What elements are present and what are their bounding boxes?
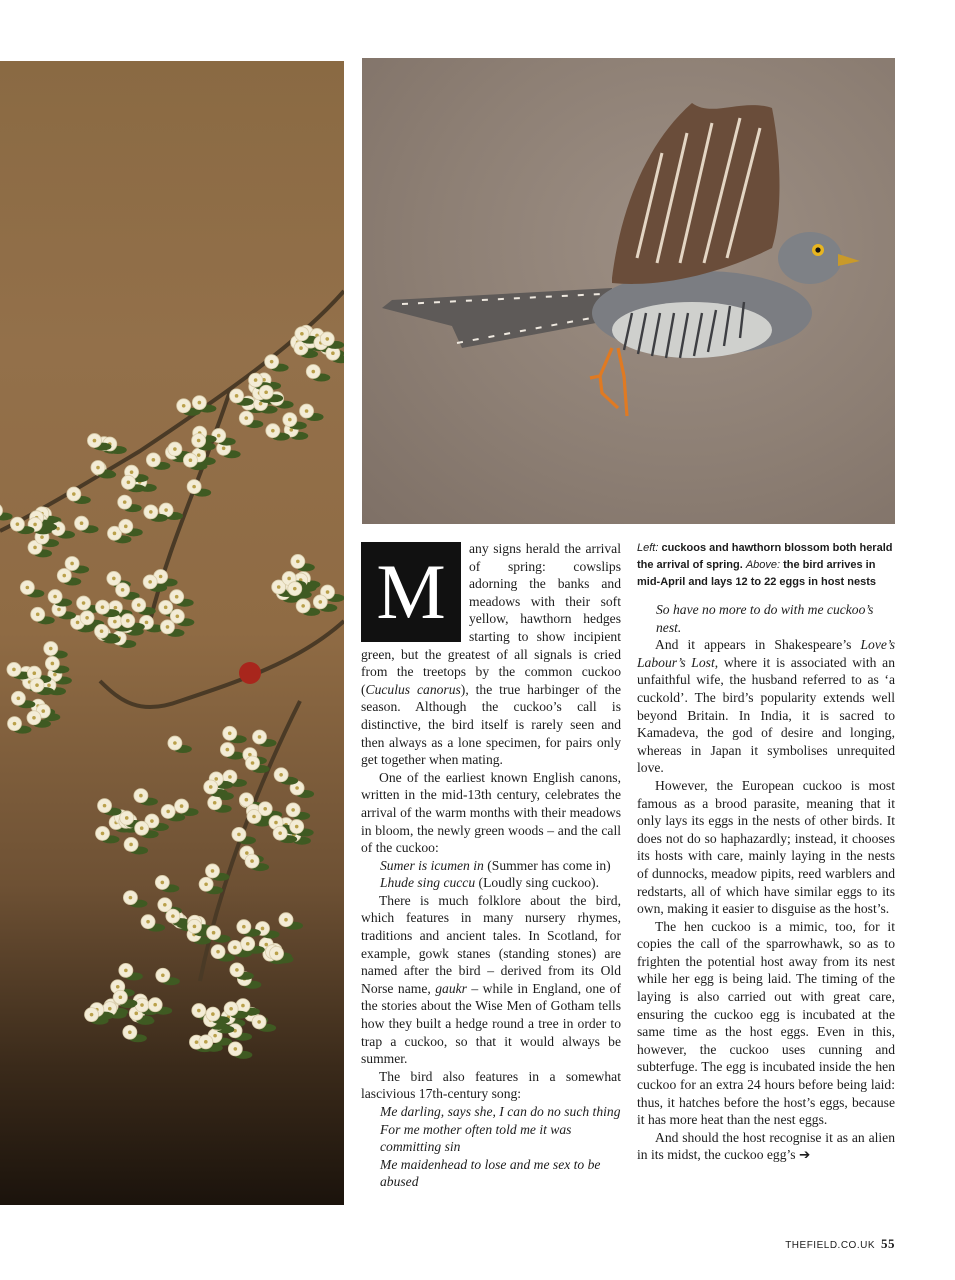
blossom-center (62, 574, 66, 578)
blossom-center (301, 604, 305, 608)
blossom-center (189, 458, 193, 462)
blossom-center (123, 500, 127, 504)
blossom-center (82, 601, 86, 605)
blossom-center (149, 510, 153, 514)
blossom-center (261, 927, 265, 931)
blossom-center (152, 458, 156, 462)
blossom-center (197, 453, 201, 457)
blossom-center (213, 1034, 217, 1038)
blossom-center (176, 614, 180, 618)
song-line: Me darling, says she, I can do no such thing (380, 1104, 621, 1119)
blossom-center (193, 925, 197, 929)
song-line: For me mother often told me it was committing sin (380, 1121, 572, 1155)
blossom-center (161, 881, 165, 885)
left-photo-hawthorn (0, 61, 344, 1205)
blossom-center (296, 560, 300, 564)
blossom-center (182, 404, 186, 408)
blossom-center (228, 775, 232, 779)
blossom-center (211, 1012, 215, 1016)
blossom-center (80, 521, 84, 525)
blossom-center (216, 950, 220, 954)
paragraph: There is much folklore about the bird, which features in many nursery rhymes, traditions and ancient tales. In Scotland, for example, gowk stanes (standing stones) are named after the bird – derived from its Old Norse name, gaukr – while in England, one of the stories about the Wise Men of Gotham tells how they built a hedge round a tree in order to trap a cuckoo, so that it would always be summer. (361, 892, 621, 1067)
blossom-center (51, 662, 55, 666)
hawthorn-blossom-illustration (0, 61, 344, 1205)
blossom-center (198, 401, 202, 405)
blossom-center (209, 785, 213, 789)
blossom-center (153, 1003, 157, 1007)
blossom-center (299, 346, 303, 350)
blossom-center (140, 826, 144, 830)
blossom-center (125, 816, 129, 820)
blossom-center (129, 843, 133, 847)
blossom-center (300, 332, 304, 336)
blossom-center (70, 562, 74, 566)
blossom-center (127, 480, 131, 484)
blossom-center (113, 532, 117, 536)
blossom-center (251, 761, 255, 765)
blossom-center (237, 833, 241, 837)
paragraph: One of the earliest known English canons, written in the mid-13th century, celebrates the arrival of the warm months with their meadows in bloom, the newly green woods – and the call of the cuckoo: (361, 769, 621, 856)
blossom-center (116, 985, 120, 989)
blossom-center (166, 810, 170, 814)
verse-line: Lhude sing cuccu (Loudly sing cuckoo). (380, 875, 599, 891)
blossom-center (254, 378, 258, 382)
blossom-center (150, 819, 154, 823)
blossom-center (12, 668, 16, 672)
blossom-center (35, 683, 39, 687)
paragraph: The bird also features in a somewhat lascivious 17th-century song: (361, 1068, 621, 1102)
blossom-center (173, 447, 177, 451)
blossom-center (40, 535, 44, 539)
blossom-center (264, 943, 268, 947)
paragraph-intro: M any signs herald the arrival of spring: cowslips adorning the banks and meadows with their soft yellow, hawthorn hedges starting to show incipient green, but the greatest of all signals is cried from the treetops by the common cuckoo (Cuculus canorus), the true harbinger of the season. Although the cuckoo’s call is distinctive, the bird itself is rarely seen and then always as a lone specimen, for pairs only get together when mating. (361, 541, 621, 768)
blossom-center (124, 525, 128, 529)
blossom-center (57, 608, 61, 612)
blossom-center (164, 508, 168, 512)
blossom-center (325, 337, 329, 341)
blossom-center (258, 735, 262, 739)
blossom-center (217, 434, 221, 438)
blossom-center (213, 801, 217, 805)
blossom-center (252, 815, 256, 819)
blossom-center (163, 903, 167, 907)
blossom-center (197, 439, 201, 443)
blossom-center (53, 595, 57, 599)
blossom-center (129, 896, 133, 900)
blossom-center (33, 546, 37, 550)
blossom-center (134, 1012, 138, 1016)
blossom-center (166, 625, 170, 629)
blossom-center (277, 585, 281, 589)
blossom-center (197, 1009, 201, 1013)
article-column-1 (361, 540, 621, 1191)
blossom-center (108, 1007, 112, 1011)
blossom-center (222, 446, 226, 450)
blossom-center (101, 832, 105, 836)
blossom-center (16, 522, 20, 526)
blossom-center (85, 616, 89, 620)
blossom-center (319, 600, 323, 604)
blossom-center (311, 370, 315, 374)
blossom-center (274, 821, 278, 825)
blossom-center (287, 577, 291, 581)
blossom-center (41, 709, 45, 713)
blossom-center (246, 942, 250, 946)
blossom-center (53, 673, 57, 677)
blossom-center (275, 952, 279, 956)
blossom-center (161, 973, 165, 977)
drop-cap: M (361, 542, 461, 642)
blossom-center (103, 804, 107, 808)
blossom-center (90, 1013, 94, 1017)
blossom-center (173, 741, 177, 745)
blossom-center (214, 777, 218, 781)
blossom-center (331, 351, 335, 355)
blossom-center (140, 1003, 144, 1007)
blossom-center (228, 732, 232, 736)
blossom-center (124, 969, 128, 973)
site-url: THEFIELD.CO.UK (785, 1240, 875, 1251)
blossom-center (119, 995, 123, 999)
blossom-center (32, 716, 36, 720)
blossom-center (171, 914, 175, 918)
cuckoo-illustration (362, 58, 895, 524)
article-column-2 (637, 540, 895, 1164)
blossom-center (101, 605, 105, 609)
blossom-center (235, 968, 239, 972)
blossom-center (76, 621, 80, 625)
blossom-center (264, 390, 268, 394)
blossom-center (36, 613, 40, 617)
verse-line: Sumer is icumen in (Summer has come in) (380, 857, 611, 873)
blossom-center (128, 1030, 132, 1034)
blossom-center (126, 619, 130, 623)
blossom-center (250, 859, 254, 863)
blossom-center (212, 931, 216, 935)
blossom-center (137, 603, 141, 607)
blossom-center (180, 804, 184, 808)
blossom-center (72, 492, 76, 496)
paragraph: The hen cuckoo is a mimic, too, for it copies the call of the sparrowhawk, so as to frighten the potential host away from its nest while her egg is being laid. The timing of the laying is also carried out with great care, ensuring the cuckoo egg is incubated at the same time as the host eggs. Even in this, however, the cuckoo uses cunning and subterfuge. The egg is incubated inside the hen cuckoo for an extra 24 hours before being laid: thus, it hatches before the host’s eggs, because it has more heat than the nest eggs. (637, 918, 895, 1128)
blossom-center (100, 629, 104, 633)
blossom-center (13, 722, 17, 726)
blossom-center (295, 825, 299, 829)
photo-caption: Left: cuckoos and hawthorn blossom both herald the arrival of spring. Above: the bird arrives in mid-April and lays 12 to 22 eggs in host nests (637, 542, 893, 588)
blossom-center (93, 439, 97, 443)
blossom-center (257, 1020, 261, 1024)
blossom-center (245, 851, 249, 855)
blossom-center (211, 869, 215, 873)
blossom-center (293, 587, 297, 591)
blossom-center (145, 621, 149, 625)
blossom-center (245, 798, 249, 802)
blossom-center (114, 606, 118, 610)
blossom-center (47, 683, 51, 687)
paragraph: However, the European cuckoo is most famous as a brood parasite, meaning that it only lays its eggs in the nests of other birds. It does not do so haphazardly; instead, it chooses its hosts with care, mainly laying in the nests of dunnocks, meadow pipits, reed warblers and redstarts, all of which have similar eggs to its own, making it easier to disguise as the host’s. (637, 777, 895, 917)
blossom-center (278, 831, 282, 835)
blossom-center (226, 748, 230, 752)
blossom-center (26, 586, 30, 590)
blossom-center (242, 925, 246, 929)
blossom-center (204, 882, 208, 886)
blossom-center (263, 807, 267, 811)
blossom-center (96, 466, 100, 470)
blossom-center (146, 920, 150, 924)
page-footer (785, 1236, 895, 1252)
blossom-center (33, 671, 37, 675)
blossom-center (17, 697, 21, 701)
paragraph: And should the host recognise it as an alien in its midst, the cuckoo egg’s ➔ (637, 1129, 895, 1163)
blossom-center (112, 577, 116, 581)
blossom-center (195, 1040, 199, 1044)
blossom-center (175, 595, 179, 599)
blossom-center (139, 794, 143, 798)
blossom-center (130, 470, 134, 474)
blossom-center (159, 575, 163, 579)
blossom-center (295, 786, 299, 790)
blossom-center (259, 402, 263, 406)
blossom-center (148, 580, 152, 584)
blossom-center (270, 360, 274, 364)
blossom-center (284, 918, 288, 922)
song-line: Me maidenhead to lose and me sex to be abused (380, 1156, 601, 1190)
blossom-center (271, 429, 275, 433)
blossom-center (326, 590, 330, 594)
blossom-center (33, 523, 37, 527)
blossom-center (234, 1047, 238, 1051)
blossom-center (49, 647, 53, 651)
blossom-center (305, 409, 309, 413)
blossom-center (229, 1007, 233, 1011)
blossom-center (235, 394, 239, 398)
page-number: 55 (881, 1236, 895, 1251)
paragraph: And it appears in Shakespeare’s Love’s Labour’s Lost, where it is associated with an unfaithful wife, the husband referred to as ‘a cuckold’. The bird’s popularity extends well beyond Britain. In India, it is sacred to Kamadeva, the god of desire and longing, whereas in Japan it symbolises unrequited love. (637, 637, 895, 776)
blossom-center (244, 416, 248, 420)
blossom-center (164, 606, 168, 610)
top-photo-cuckoo (362, 58, 895, 524)
song-line: So have no more to do with me cuckoo’s nest. (656, 602, 874, 635)
blossom-center (291, 808, 295, 812)
blossom-center (233, 946, 237, 950)
blossom-center (113, 620, 117, 624)
blossom-center (279, 773, 283, 777)
blossom-center (121, 588, 125, 592)
blossom-center (241, 1004, 245, 1008)
blossom-center (204, 1040, 208, 1044)
blossom-center (192, 485, 196, 489)
blossom-center (288, 418, 292, 422)
